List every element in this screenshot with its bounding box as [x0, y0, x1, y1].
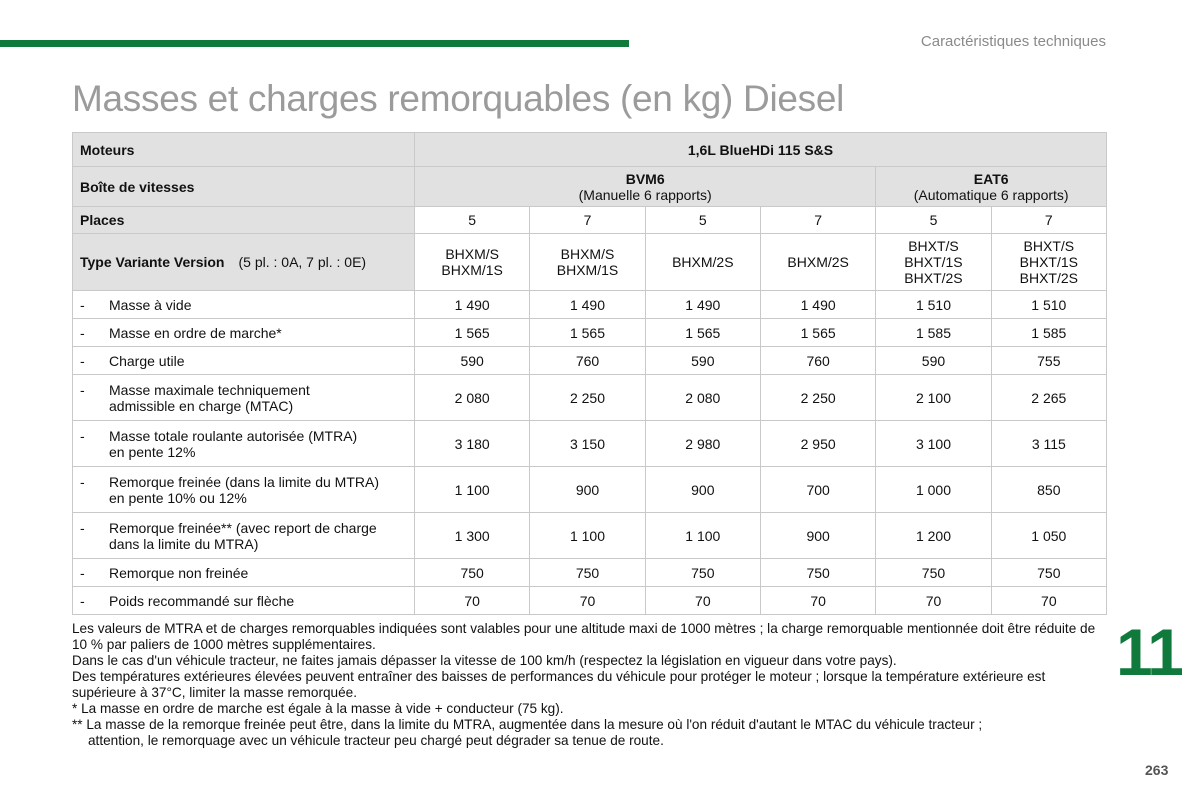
gearbox-bvm6: BVM6 (Manuelle 6 rapports) — [415, 167, 876, 207]
table-cell: 2 250 — [530, 375, 645, 421]
table-cell: 1 300 — [415, 513, 530, 559]
table-cell: 1 510 — [991, 291, 1106, 319]
table-cell: 2 980 — [645, 421, 760, 467]
row-label: - Remorque freinée** (avec report de charge dans la limite du MTRA) — [73, 513, 415, 559]
table-cell: 700 — [760, 467, 875, 513]
specs-table — [72, 132, 1107, 615]
table-cell: 590 — [876, 347, 991, 375]
table-cell: 1 050 — [991, 513, 1106, 559]
table-cell: 1 100 — [645, 513, 760, 559]
footnote: ** La masse de la remorque freinée peut être, dans la limite du MTRA, augmentée dans la mesure où l'on réduit d'autant le MTAC du véhicule tracteur ; — [72, 717, 983, 732]
table-cell: 1 100 — [530, 513, 645, 559]
places-cell: 7 — [530, 207, 645, 234]
table-row — [73, 347, 1107, 375]
table-row — [73, 291, 1107, 319]
table-cell: 900 — [760, 513, 875, 559]
gearbox-row — [73, 167, 1107, 207]
type-cell: BHXM/S BHXM/1S — [530, 234, 645, 291]
table-cell: 2 100 — [876, 375, 991, 421]
type-cell: BHXM/2S — [645, 234, 760, 291]
table-row — [73, 587, 1107, 615]
row-label: - Masse à vide — [73, 291, 415, 319]
table-cell: 2 265 — [991, 375, 1106, 421]
notes — [72, 621, 1112, 749]
table-cell: 590 — [415, 347, 530, 375]
type-cell: BHXM/2S — [760, 234, 875, 291]
row-label: - Masse totale roulante autorisée (MTRA) en pente 12% — [73, 421, 415, 467]
table-row — [73, 559, 1107, 587]
table-cell: 70 — [415, 587, 530, 615]
type-cell: BHXM/S BHXM/1S — [415, 234, 530, 291]
type-cell: BHXT/S BHXT/1S BHXT/2S — [876, 234, 991, 291]
table-cell: 1 490 — [645, 291, 760, 319]
row-label: - Masse maximale techniquement admissible en charge (MTAC) — [73, 375, 415, 421]
places-label: Places — [73, 207, 415, 234]
table-cell: 3 180 — [415, 421, 530, 467]
table-cell: 760 — [760, 347, 875, 375]
table-cell: 1 565 — [415, 319, 530, 347]
table-cell: 1 565 — [760, 319, 875, 347]
table-row — [73, 513, 1107, 559]
table-cell: 750 — [760, 559, 875, 587]
note-text: Dans le cas d'un véhicule tracteur, ne faites jamais dépasser la vitesse de 100 km/h (respectez la législation en vigueur dans votre pays). — [72, 653, 897, 668]
table-cell: 1 565 — [645, 319, 760, 347]
note-text: Les valeurs de MTRA et de charges remorquables indiquées sont valables pour une altitude maxi de 1000 mètres ; la charge remorquable mentionnée doit être réduite de 10 % par paliers de 1000 mètres supplémentaires. — [72, 621, 1096, 652]
row-label: - Remorque non freinée — [73, 559, 415, 587]
engine-value: 1,6L BlueHDi 115 S&S — [415, 133, 1107, 167]
top-accent-bar — [0, 40, 629, 47]
table-cell: 3 115 — [991, 421, 1106, 467]
type-note: (5 pl. : 0A, 7 pl. : 0E) — [238, 254, 367, 270]
row-label: - Poids recommandé sur flèche — [73, 587, 415, 615]
places-cell: 5 — [415, 207, 530, 234]
table-cell: 2 950 — [760, 421, 875, 467]
table-cell: 850 — [991, 467, 1106, 513]
table-row — [73, 467, 1107, 513]
table-cell: 1 100 — [415, 467, 530, 513]
page-number: 263 — [1145, 762, 1169, 778]
places-cell: 7 — [760, 207, 875, 234]
table-cell: 750 — [530, 559, 645, 587]
table-cell: 1 000 — [876, 467, 991, 513]
table-cell: 900 — [530, 467, 645, 513]
table-cell: 70 — [991, 587, 1106, 615]
table-cell: 1 565 — [530, 319, 645, 347]
section-title: Caractéristiques techniques — [920, 33, 1106, 50]
table-cell: 1 200 — [876, 513, 991, 559]
engine-row — [73, 133, 1107, 167]
gearbox-label: Boîte de vitesses — [73, 167, 415, 207]
table-cell: 590 — [645, 347, 760, 375]
places-cell: 7 — [991, 207, 1106, 234]
row-label: - Masse en ordre de marche* — [73, 319, 415, 347]
footnote-continuation: attention, le remorquage avec un véhicule tracteur peu chargé peut dégrader sa tenue de route. — [88, 733, 664, 748]
table-row — [73, 375, 1107, 421]
table-cell: 3 100 — [876, 421, 991, 467]
table-cell: 1 585 — [991, 319, 1106, 347]
table-cell: 1 510 — [876, 291, 991, 319]
table-cell: 1 490 — [760, 291, 875, 319]
table-cell: 750 — [991, 559, 1106, 587]
row-label: - Remorque freinée (dans la limite du MTRA) en pente 10% ou 12% — [73, 467, 415, 513]
table-row — [73, 319, 1107, 347]
type-cell: BHXT/S BHXT/1S BHXT/2S — [991, 234, 1106, 291]
type-label: Type Variante Version (5 pl. : 0A, 7 pl. : 0E) — [73, 234, 415, 291]
chapter-number: 11 — [1116, 615, 1182, 689]
table-cell: 900 — [645, 467, 760, 513]
table-cell: 750 — [415, 559, 530, 587]
places-row — [73, 207, 1107, 234]
note-text: Des températures extérieures élevées peuvent entraîner des baisses de performances du véhicule pour protéger le moteur ; lorsque la température extérieure est supérieure à 37°C, limiter la masse remorquée. — [72, 669, 1046, 700]
table-cell: 750 — [876, 559, 991, 587]
row-label: - Charge utile — [73, 347, 415, 375]
table-cell: 2 080 — [415, 375, 530, 421]
footnote: * La masse en ordre de marche est égale à la masse à vide + conducteur (75 kg). — [72, 701, 564, 716]
table-cell: 1 490 — [415, 291, 530, 319]
table-cell: 70 — [760, 587, 875, 615]
table-cell: 70 — [645, 587, 760, 615]
table-cell: 70 — [530, 587, 645, 615]
table-cell: 755 — [991, 347, 1106, 375]
table-cell: 750 — [645, 559, 760, 587]
table-row — [73, 421, 1107, 467]
engine-label: Moteurs — [73, 133, 415, 167]
table-cell: 760 — [530, 347, 645, 375]
table-cell: 2 080 — [645, 375, 760, 421]
table-cell: 1 585 — [876, 319, 991, 347]
type-row — [73, 234, 1107, 291]
gearbox-eat6: EAT6 (Automatique 6 rapports) — [876, 167, 1107, 207]
table-cell: 3 150 — [530, 421, 645, 467]
table-cell: 1 490 — [530, 291, 645, 319]
table-cell: 2 250 — [760, 375, 875, 421]
table-cell: 70 — [876, 587, 991, 615]
places-cell: 5 — [645, 207, 760, 234]
places-cell: 5 — [876, 207, 991, 234]
page-title: Masses et charges remorquables (en kg) Diesel — [72, 78, 845, 119]
